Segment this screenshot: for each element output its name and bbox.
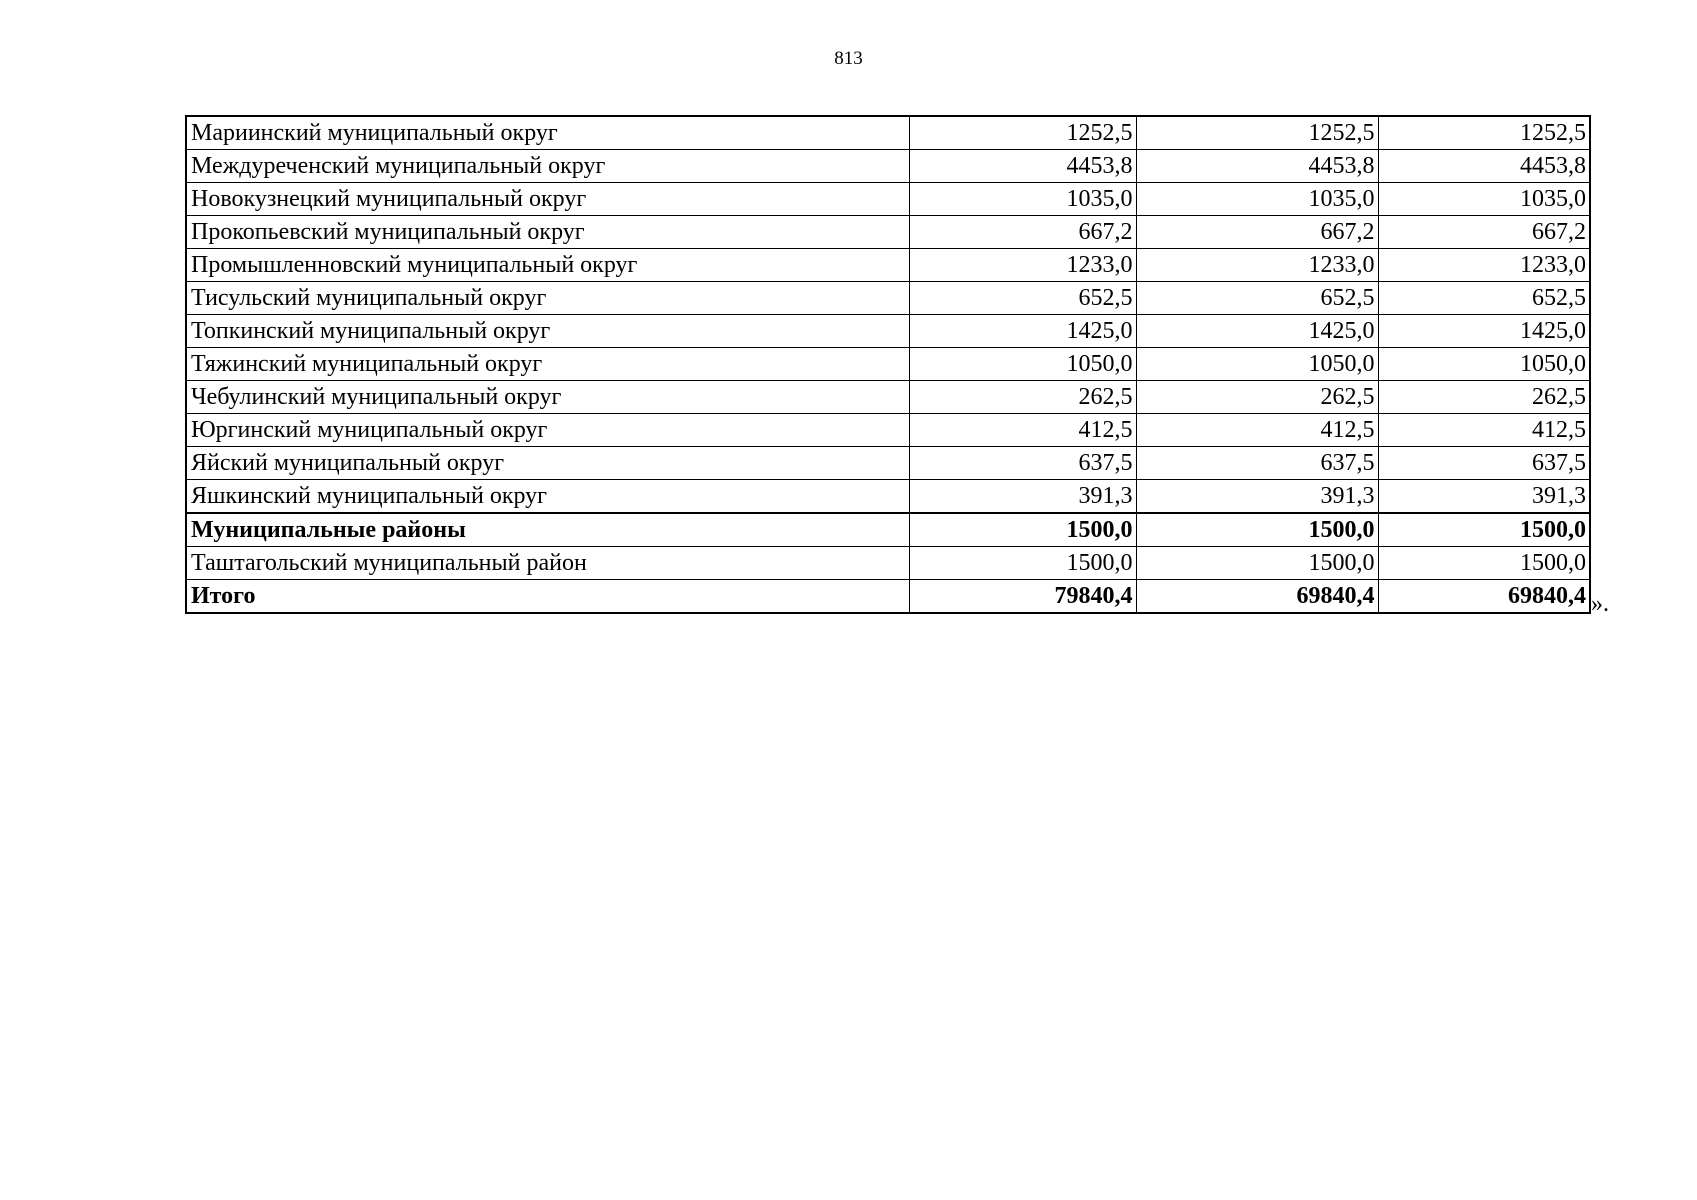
row-value-3-cell: 652,5 bbox=[1378, 282, 1590, 315]
table-row bbox=[186, 348, 1590, 381]
row-value-1-cell: 262,5 bbox=[909, 381, 1136, 414]
table-row bbox=[186, 480, 1590, 514]
row-name-cell: Яшкинский муниципальный округ bbox=[186, 480, 909, 514]
table-row bbox=[186, 315, 1590, 348]
row-value-1-cell: 79840,4 bbox=[909, 580, 1136, 614]
row-value-2-cell: 1500,0 bbox=[1136, 547, 1378, 580]
row-value-2-cell: 1500,0 bbox=[1136, 513, 1378, 547]
row-value-3-cell: 1035,0 bbox=[1378, 183, 1590, 216]
row-value-2-cell: 1233,0 bbox=[1136, 249, 1378, 282]
table-row-subtotal bbox=[186, 513, 1590, 547]
row-value-3-cell: 1500,0 bbox=[1378, 547, 1590, 580]
row-value-3-cell: 1425,0 bbox=[1378, 315, 1590, 348]
row-value-2-cell: 1035,0 bbox=[1136, 183, 1378, 216]
row-value-1-cell: 1035,0 bbox=[909, 183, 1136, 216]
row-value-2-cell: 1425,0 bbox=[1136, 315, 1378, 348]
row-value-1-cell: 652,5 bbox=[909, 282, 1136, 315]
row-name-cell: Междуреченский муниципальный округ bbox=[186, 150, 909, 183]
row-value-2-cell: 412,5 bbox=[1136, 414, 1378, 447]
row-value-2-cell: 262,5 bbox=[1136, 381, 1378, 414]
table-row bbox=[186, 414, 1590, 447]
row-name-cell: Тяжинский муниципальный округ bbox=[186, 348, 909, 381]
row-value-1-cell: 412,5 bbox=[909, 414, 1136, 447]
row-value-2-cell: 391,3 bbox=[1136, 480, 1378, 514]
row-value-2-cell: 637,5 bbox=[1136, 447, 1378, 480]
row-value-1-cell: 1233,0 bbox=[909, 249, 1136, 282]
row-value-3-cell: 637,5 bbox=[1378, 447, 1590, 480]
row-name-cell: Таштагольский муниципальный район bbox=[186, 547, 909, 580]
table-row bbox=[186, 183, 1590, 216]
table-row bbox=[186, 216, 1590, 249]
row-name-cell: Мариинский муниципальный округ bbox=[186, 116, 909, 150]
row-value-3-cell: 667,2 bbox=[1378, 216, 1590, 249]
row-name-cell: Прокопьевский муниципальный округ bbox=[186, 216, 909, 249]
table-row bbox=[186, 150, 1590, 183]
row-name-cell: Итого bbox=[186, 580, 909, 614]
row-value-3-cell: 4453,8 bbox=[1378, 150, 1590, 183]
row-value-1-cell: 1425,0 bbox=[909, 315, 1136, 348]
row-value-1-cell: 391,3 bbox=[909, 480, 1136, 514]
row-value-1-cell: 4453,8 bbox=[909, 150, 1136, 183]
row-value-3-cell: 1500,0 bbox=[1378, 513, 1590, 547]
table-row bbox=[186, 447, 1590, 480]
row-value-2-cell: 69840,4 bbox=[1136, 580, 1378, 614]
row-name-cell: Муниципальные районы bbox=[186, 513, 909, 547]
row-value-1-cell: 1252,5 bbox=[909, 116, 1136, 150]
table-row bbox=[186, 116, 1590, 150]
row-value-1-cell: 1500,0 bbox=[909, 513, 1136, 547]
row-value-2-cell: 1252,5 bbox=[1136, 116, 1378, 150]
row-name-cell: Тисульский муниципальный округ bbox=[186, 282, 909, 315]
row-value-3-cell: 69840,4 bbox=[1378, 580, 1590, 614]
row-value-2-cell: 667,2 bbox=[1136, 216, 1378, 249]
row-value-1-cell: 667,2 bbox=[909, 216, 1136, 249]
table-row bbox=[186, 249, 1590, 282]
row-name-cell: Юргинский муниципальный округ bbox=[186, 414, 909, 447]
row-value-1-cell: 1050,0 bbox=[909, 348, 1136, 381]
row-value-3-cell: 1252,5 bbox=[1378, 116, 1590, 150]
table-container bbox=[185, 115, 1591, 614]
row-value-3-cell: 262,5 bbox=[1378, 381, 1590, 414]
row-name-cell: Топкинский муниципальный округ bbox=[186, 315, 909, 348]
row-name-cell: Промышленновский муниципальный округ bbox=[186, 249, 909, 282]
table-row bbox=[186, 547, 1590, 580]
table-row bbox=[186, 381, 1590, 414]
table-row-total bbox=[186, 580, 1590, 614]
row-value-2-cell: 1050,0 bbox=[1136, 348, 1378, 381]
row-value-3-cell: 1050,0 bbox=[1378, 348, 1590, 381]
row-value-3-cell: 1233,0 bbox=[1378, 249, 1590, 282]
row-value-3-cell: 412,5 bbox=[1378, 414, 1590, 447]
closing-quote-mark: ». bbox=[1591, 591, 1609, 617]
row-value-1-cell: 637,5 bbox=[909, 447, 1136, 480]
data-table bbox=[185, 115, 1591, 614]
row-value-2-cell: 4453,8 bbox=[1136, 150, 1378, 183]
row-value-2-cell: 652,5 bbox=[1136, 282, 1378, 315]
page-number: 813 bbox=[834, 48, 863, 69]
row-value-3-cell: 391,3 bbox=[1378, 480, 1590, 514]
table-row bbox=[186, 282, 1590, 315]
row-value-1-cell: 1500,0 bbox=[909, 547, 1136, 580]
row-name-cell: Яйский муниципальный округ bbox=[186, 447, 909, 480]
row-name-cell: Чебулинский муниципальный округ bbox=[186, 381, 909, 414]
row-name-cell: Новокузнецкий муниципальный округ bbox=[186, 183, 909, 216]
